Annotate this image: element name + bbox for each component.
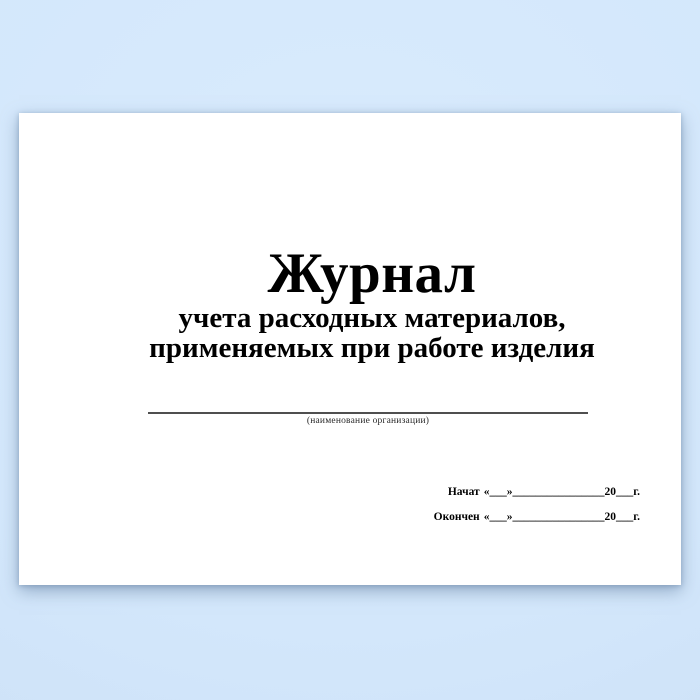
page-title: Журнал	[267, 242, 477, 305]
journal-cover-page	[19, 113, 681, 585]
organization-fill-line	[148, 412, 588, 414]
organization-caption: (наименование организации)	[306, 416, 430, 426]
finished-label: Окончен	[433, 511, 480, 523]
started-row	[434, 485, 640, 499]
dates-block	[434, 485, 640, 524]
finished-row	[434, 510, 640, 524]
subtitle-line-2: применяемых при работе изделия	[149, 332, 595, 364]
page-subtitle	[79, 303, 665, 363]
organization-block	[148, 412, 588, 426]
subtitle-line-1: учета расходных материалов,	[178, 302, 566, 334]
finished-fill-line: «___»________________20___г.	[483, 511, 640, 523]
started-fill-line: «___»________________20___г.	[483, 486, 640, 498]
started-label: Начат	[447, 486, 480, 498]
